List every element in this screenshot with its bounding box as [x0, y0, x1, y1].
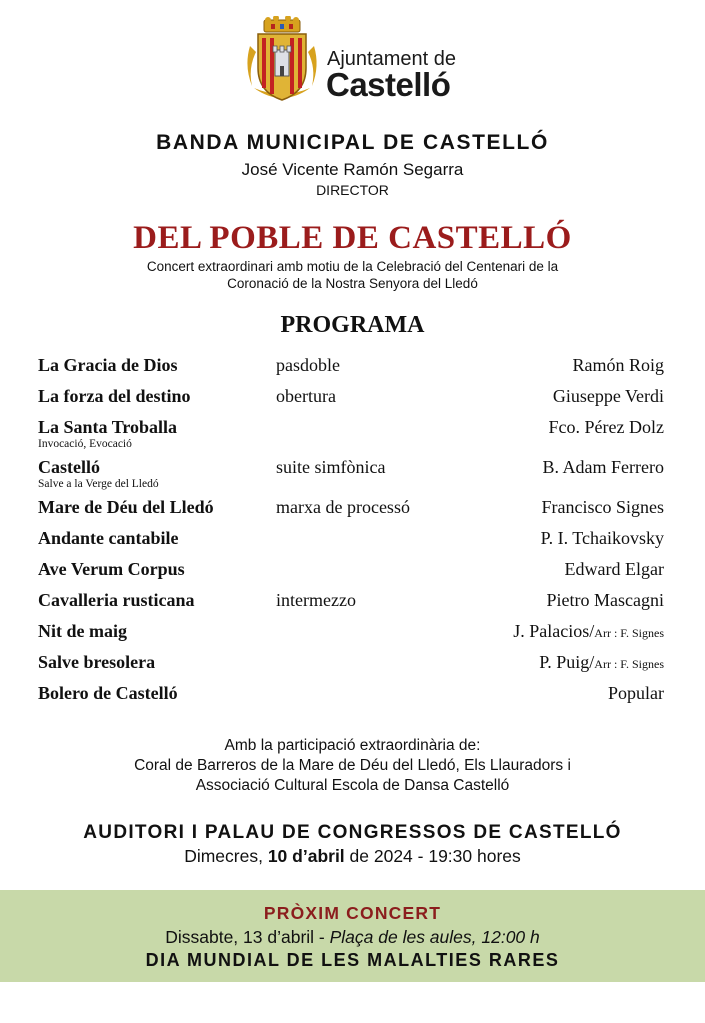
work-form: obertura	[276, 386, 336, 406]
participation-line1: Coral de Barreros de la Mare de Déu del Lledó, Els Llauradors i	[134, 757, 571, 774]
next-concert-label: PRÒXIM CONCERT	[263, 903, 442, 923]
venue-name: AUDITORI I PALAU DE CONGRESSOS DE CASTELLÓ	[83, 822, 622, 843]
work-title: Salve bresolera	[38, 652, 156, 672]
coat-of-arms-icon	[244, 16, 320, 106]
director-role: DIRECTOR	[316, 182, 389, 198]
composer: Fco. Pérez Dolz	[548, 417, 664, 437]
program-item	[38, 526, 664, 557]
program-item	[38, 588, 664, 619]
work-title: La Santa Troballa	[38, 417, 178, 437]
work-title: Andante cantabile	[38, 528, 179, 548]
concert-title: DEL POBLE DE CASTELLÓ	[133, 220, 572, 256]
program-item	[38, 353, 664, 384]
concert-day: Dimecres,	[184, 846, 268, 866]
composer: B. Adam Ferrero	[542, 457, 664, 477]
arranger: Arr : F. Signes	[594, 626, 664, 640]
work-title: Ave Verum Corpus	[38, 559, 185, 579]
work-title: Bolero de Castelló	[38, 683, 178, 703]
program-item	[38, 495, 664, 526]
concert-datetime	[0, 846, 705, 867]
work-title: La Gracia de Dios	[38, 355, 178, 375]
composer: Giuseppe Verdi	[552, 386, 664, 406]
logo-text-castello: Castelló	[326, 66, 451, 103]
next-concert-event: DIA MUNDIAL DE LES MALALTIES RARES	[145, 950, 560, 970]
work-note: Salve a la Verge del Lledó	[38, 478, 159, 490]
programa-heading: PROGRAMA	[280, 312, 425, 338]
composer: Popular	[608, 683, 664, 703]
program-item	[38, 681, 664, 712]
program-item	[38, 415, 664, 455]
participation-intro: Amb la participació extraordinària de:	[224, 737, 481, 754]
work-title: La forza del destino	[38, 386, 191, 406]
program-list	[38, 353, 664, 712]
work-note: Invocació, Evocació	[38, 438, 132, 450]
composer: P. I. Tchaikovsky	[540, 528, 664, 548]
work-title: Castelló	[38, 457, 100, 477]
program-item	[38, 455, 664, 495]
composer-with-arranger	[539, 652, 664, 673]
next-concert-place-time: Plaça de les aules, 12:00 h	[329, 927, 540, 947]
program-item	[38, 557, 664, 588]
work-form: suite simfònica	[276, 457, 386, 477]
ajuntament-logo	[244, 16, 464, 108]
concert-date: 10 d’abril	[267, 846, 345, 866]
next-concert-when	[0, 927, 705, 948]
arranger: Arr : F. Signes	[594, 657, 664, 671]
composer: Edward Elgar	[564, 559, 664, 579]
concert-year-time: de 2024 - 19:30 hores	[344, 846, 521, 866]
work-form: pasdoble	[276, 355, 340, 375]
work-form: intermezzo	[276, 590, 356, 610]
composer-with-arranger	[513, 621, 664, 642]
program-item	[38, 619, 664, 650]
next-concert-banner	[0, 890, 705, 982]
logo-text-ajuntament: Ajuntament de	[327, 48, 456, 70]
composer: Francisco Signes	[541, 497, 664, 517]
work-title: Cavalleria rusticana	[38, 590, 195, 610]
work-form: marxa de processó	[276, 497, 410, 517]
work-title: Nit de maig	[38, 621, 127, 641]
concert-subtitle-line2: Coronació de la Nostra Senyora del Lledó	[227, 276, 478, 291]
director-name: José Vicente Ramón Segarra	[241, 160, 464, 179]
band-title: BANDA MUNICIPAL DE CASTELLÓ	[156, 131, 549, 154]
next-concert-date: Dissabte, 13 d’abril -	[165, 927, 330, 947]
participation-line2: Associació Cultural Escola de Dansa Castelló	[195, 777, 510, 794]
work-title: Mare de Déu del Lledó	[38, 497, 214, 517]
program-item	[38, 384, 664, 415]
composer: J. Palacios/	[513, 621, 595, 641]
composer: P. Puig/	[539, 652, 595, 672]
composer: Ramón Roig	[572, 355, 664, 375]
program-item	[38, 650, 664, 681]
composer: Pietro Mascagni	[546, 590, 664, 610]
concert-subtitle-line1: Concert extraordinari amb motiu de la Celebració del Centenari de la	[146, 259, 559, 274]
